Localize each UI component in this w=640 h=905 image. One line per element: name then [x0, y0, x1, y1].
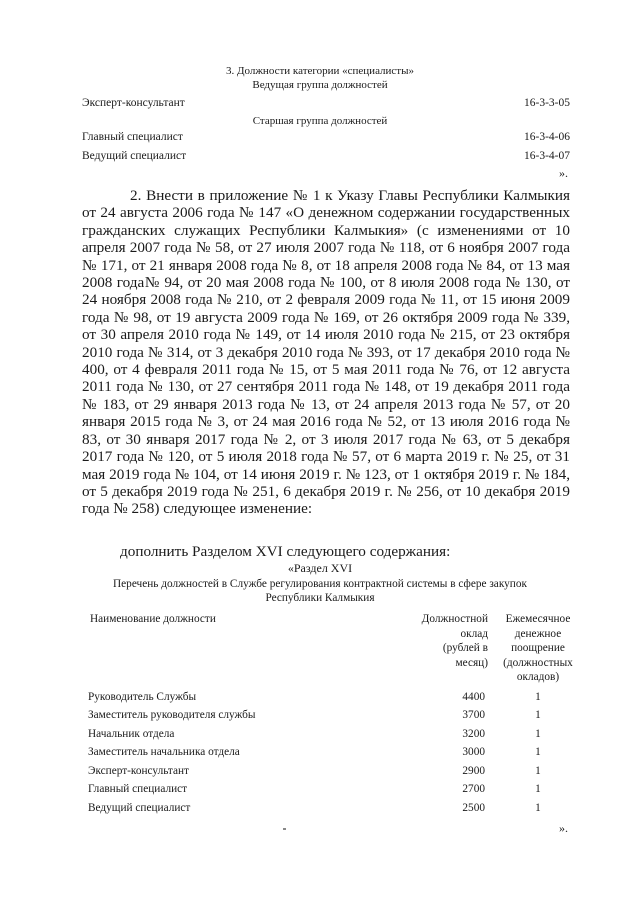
- position-code: 16-3-4-07: [524, 150, 570, 162]
- position-code: 16-3-4-06: [524, 131, 570, 143]
- header-line: окладов): [516, 671, 560, 683]
- position-name: Ведущий специалист: [82, 150, 187, 162]
- row-bonus: 1: [535, 691, 541, 703]
- row-name: Главный специалист: [88, 783, 188, 795]
- scan-speck: [283, 828, 286, 830]
- header-line: (рублей в: [442, 642, 488, 654]
- row-bonus: 1: [535, 709, 541, 721]
- header-line: (должностных: [503, 656, 573, 669]
- header-line: поощрение: [511, 642, 565, 654]
- header-line: оклад: [460, 627, 488, 640]
- row-bonus: 1: [535, 765, 541, 777]
- position-code: 16-3-3-05: [524, 97, 570, 109]
- position-name: Главный специалист: [82, 131, 183, 143]
- row-name: Ведущий специалист: [88, 802, 191, 814]
- row-bonus: 1: [535, 802, 541, 814]
- header-line: Должностной: [421, 613, 488, 625]
- row-bonus: 1: [535, 746, 541, 758]
- row-oklad: 3700: [462, 709, 485, 721]
- position-name: Эксперт-консультант: [82, 97, 185, 109]
- supplement-line: дополнить Разделом XVI следующего содержания:: [120, 543, 451, 560]
- paragraph-2: 2. Внести в приложение № 1 к Указу Главы Республики Калмыкия от 24 августа 2006 года № 147 «О денежном содержании государственных гражданских служащих Республики Калмыкия» (с изменениями от 10 апреля 2007 года № 58, от 27 июля 2007 года № 118, от 6 ноября 2007 года № 171, от 21 января 2008 года № 8, от 18 апреля 2008 года № 84, от 13 мая 2008 года№ 94, от 20 мая 2008 года № 100, от 8 июля 2008 года № 130, от 24 ноября 2008 года № 210, от 2 февраля 2009 года № 11, от 15 июня 2009 года № 98, от 19 августа 2009 года № 169, от 26 октября 2009 года № 339, от 30 апреля 2010 года № 149, от 14 июля 2010 года № 215, от 23 октября 2010 года № 314, от 3 декабря 2010 года № 393, от 17 декабря 2010 года № 400, от 4 февраля 2011 года № 15, от 5 мая 2011 года № 76, от 12 августа 2011 года № 130, от 27 сентября 2011 года № 148, от 19 декабря 2011 года № 183, от 29 января 2013 года № 13, от 24 апреля 2013 года № 57, от 20 января 2015 года № 3, от 24 мая 2016 года № 52, от 13 июля 2016 года № 83, от 30 января 2017 года № 2, от 3 июля 2017 года № 63, от 5 декабря 2017 года № 120, от 5 июля 2018 года № 57, от 6 марта 2019 г. № 25, от 31 мая 2019 года № 104, от 14 июня 2019 г. № 123, от 1 октября 2019 г. № 184, от 5 декабря 2019 года № 251, 6 декабря 2019 г. № 256, от 10 декабря 2019 года № 258) следующее изменение:: [82, 187, 570, 518]
- perechen-line-2: Республики Калмыкия: [265, 592, 375, 604]
- perechen-line-1: Перечень должностей в Службе регулирования контрактной системы в сфере закупок: [113, 578, 527, 590]
- row-oklad: 4400: [462, 691, 485, 703]
- closing-quote-top: ».: [559, 166, 568, 180]
- table-header-name: Наименование должности: [90, 613, 216, 625]
- group-lead-title: Ведущая группа должностей: [252, 79, 388, 91]
- closing-quote-bottom: ».: [559, 821, 568, 835]
- section-title: «Раздел XVI: [287, 561, 353, 575]
- row-name: Начальник отдела: [88, 728, 175, 740]
- header-line: месяц): [455, 656, 488, 669]
- row-bonus: 1: [535, 728, 541, 740]
- row-bonus: 1: [535, 783, 541, 795]
- row-oklad: 2700: [462, 783, 485, 795]
- row-name: Эксперт-консультант: [88, 765, 189, 777]
- row-oklad: 3200: [462, 728, 485, 740]
- row-name: Заместитель руководителя службы: [88, 709, 256, 721]
- group-senior-title: Старшая группа должностей: [252, 115, 388, 127]
- table-header-bonus: [490, 612, 586, 685]
- header-line: денежное: [514, 627, 562, 640]
- perechen-title: [0, 577, 640, 605]
- row-name: Заместитель начальника отдела: [88, 746, 240, 758]
- category-title: 3. Должности категории «специалисты»: [225, 65, 415, 77]
- row-oklad: 3000: [462, 746, 485, 758]
- row-name: Руководитель Службы: [88, 691, 197, 703]
- row-oklad: 2900: [462, 765, 485, 777]
- header-line: Ежемесячное: [505, 613, 571, 625]
- table-header-oklad: [402, 612, 488, 670]
- row-oklad: 2500: [462, 802, 485, 814]
